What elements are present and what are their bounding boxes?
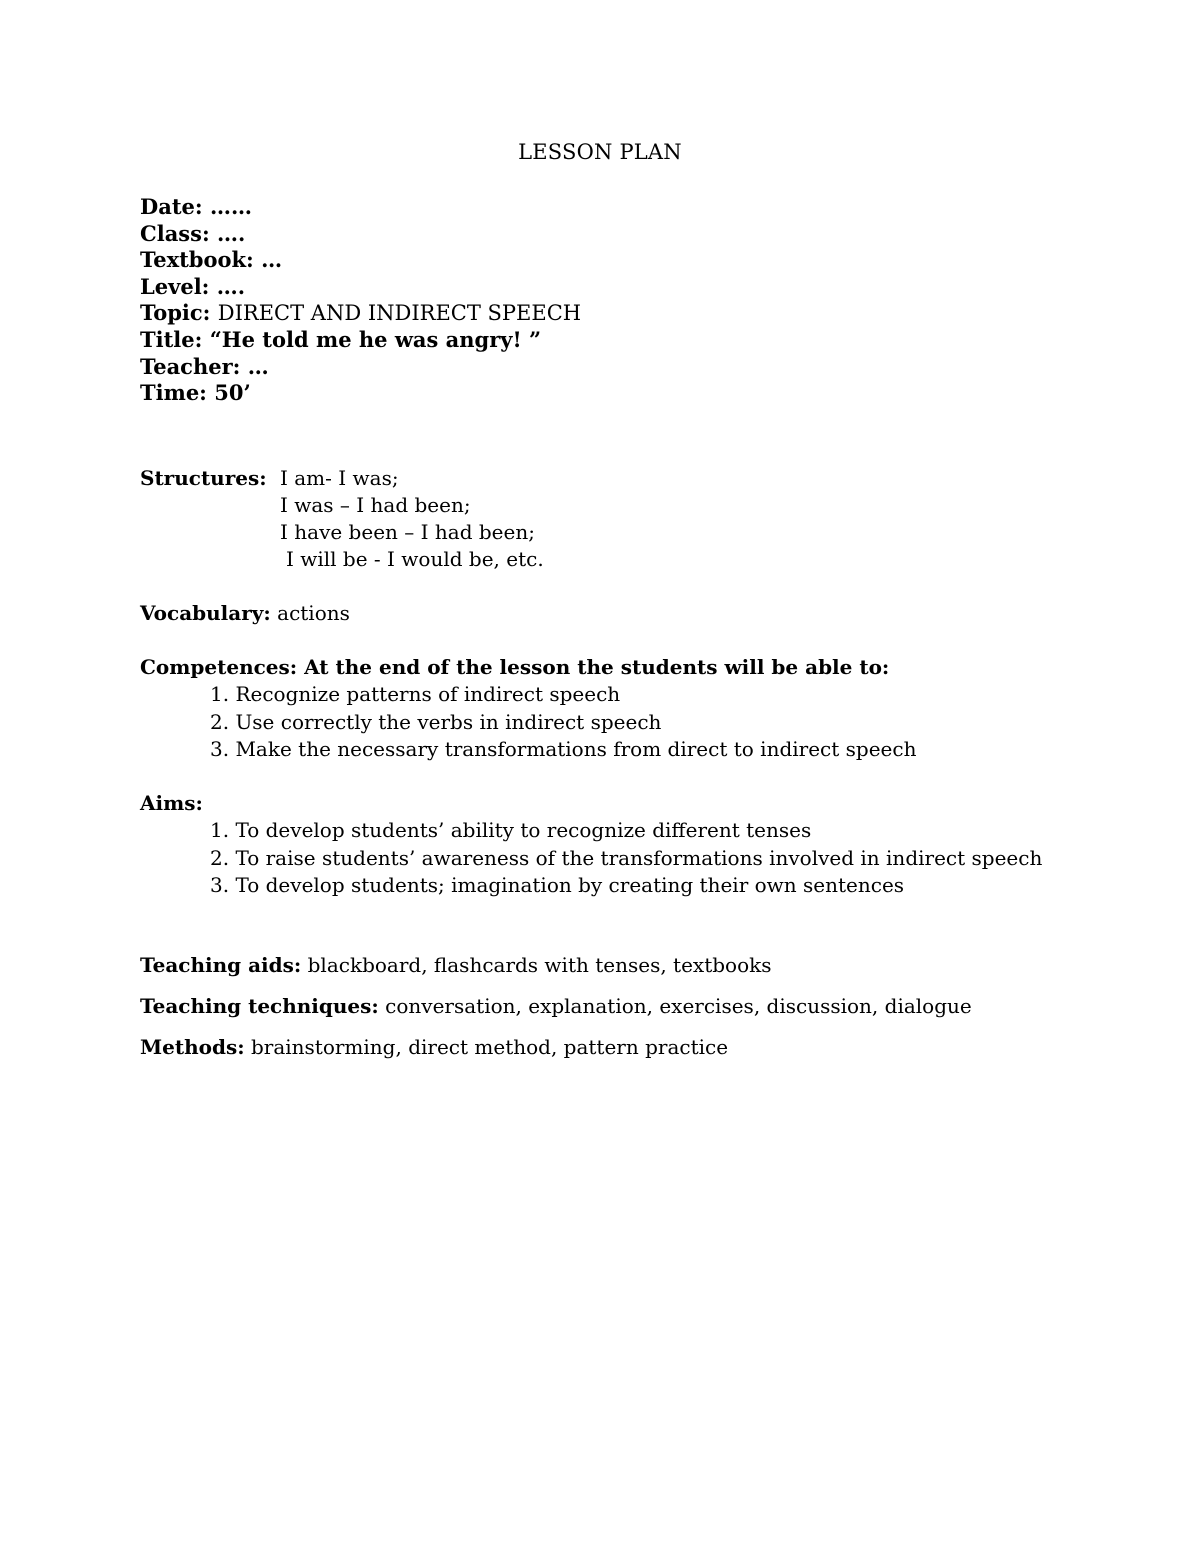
competences-label: Competences: At the end of the lesson the students will be able to: [140, 655, 890, 679]
methods-value: brainstorming, direct method, pattern practice [250, 1035, 729, 1059]
list-item: 2. Use correctly the verbs in indirect speech [210, 709, 662, 734]
meta-topic [140, 300, 581, 327]
aims-list [210, 817, 1042, 900]
meta-title [140, 327, 581, 354]
structure-line: I am- I was; [280, 466, 399, 490]
meta-date [140, 194, 581, 221]
meta-class-value: …. [217, 220, 246, 246]
list-item: 1. To develop students’ ability to recognize different tenses [210, 818, 812, 842]
methods-label: Methods: [140, 1035, 245, 1059]
lesson-metadata [140, 194, 581, 407]
meta-class-label: Class: [140, 220, 210, 246]
methods-section [140, 1034, 728, 1062]
meta-teacher [140, 354, 581, 381]
list-item: 2. To raise students’ awareness of the transformations involved in indirect speech [210, 845, 1043, 870]
aims-label: Aims: [140, 791, 203, 815]
structures-lines [280, 465, 544, 573]
teaching-techniques-label: Teaching techniques: [140, 994, 379, 1018]
meta-teacher-value: … [247, 353, 269, 379]
meta-topic-value: DIRECT AND INDIRECT SPEECH [217, 301, 582, 326]
competences-heading [140, 654, 889, 682]
meta-topic-label: Topic: [140, 300, 211, 326]
teaching-aids-value: blackboard, flashcards with tenses, textbooks [307, 953, 772, 977]
teaching-techniques-section [140, 993, 972, 1021]
page-title: LESSON PLAN [518, 140, 682, 164]
meta-date-value: …… [209, 194, 252, 219]
meta-teacher-label: Teacher: [140, 353, 241, 379]
structure-line: I will be - I would be, etc. [286, 547, 544, 571]
list-item: 1. Recognize patterns of indirect speech [210, 682, 621, 706]
meta-textbook-value: … [261, 247, 283, 273]
meta-textbook [140, 247, 581, 274]
teaching-aids-section [140, 952, 772, 980]
structure-line: I was – I had been; [280, 493, 471, 517]
meta-time-label: Time: [140, 380, 207, 406]
meta-title-value: “He told me he was angry! ” [209, 326, 542, 352]
meta-date-label: Date: [140, 194, 203, 219]
meta-class [140, 221, 581, 248]
teaching-techniques-value: conversation, explanation, exercises, discussion, dialogue [385, 994, 972, 1018]
meta-level-value: …. [216, 273, 246, 299]
vocabulary-label: Vocabulary: [140, 601, 271, 625]
structures-label: Structures: [140, 466, 267, 490]
aims-heading [140, 790, 203, 818]
meta-textbook-label: Textbook: [140, 247, 254, 273]
meta-level-label: Level: [140, 273, 210, 299]
vocabulary-section [140, 600, 350, 628]
vocabulary-value: actions [277, 601, 350, 625]
meta-time-value: 50’ [214, 380, 251, 406]
teaching-aids-label: Teaching aids: [140, 953, 302, 977]
list-item: 3. Make the necessary transformations from direct to indirect speech [210, 737, 917, 761]
list-item: 3. To develop students; imagination by creating their own sentences [210, 873, 905, 897]
structure-line: I have been – I had been; [280, 520, 535, 544]
meta-time [140, 380, 581, 407]
meta-title-label: Title: [140, 326, 203, 352]
competences-list [210, 681, 916, 764]
meta-level [140, 274, 581, 301]
